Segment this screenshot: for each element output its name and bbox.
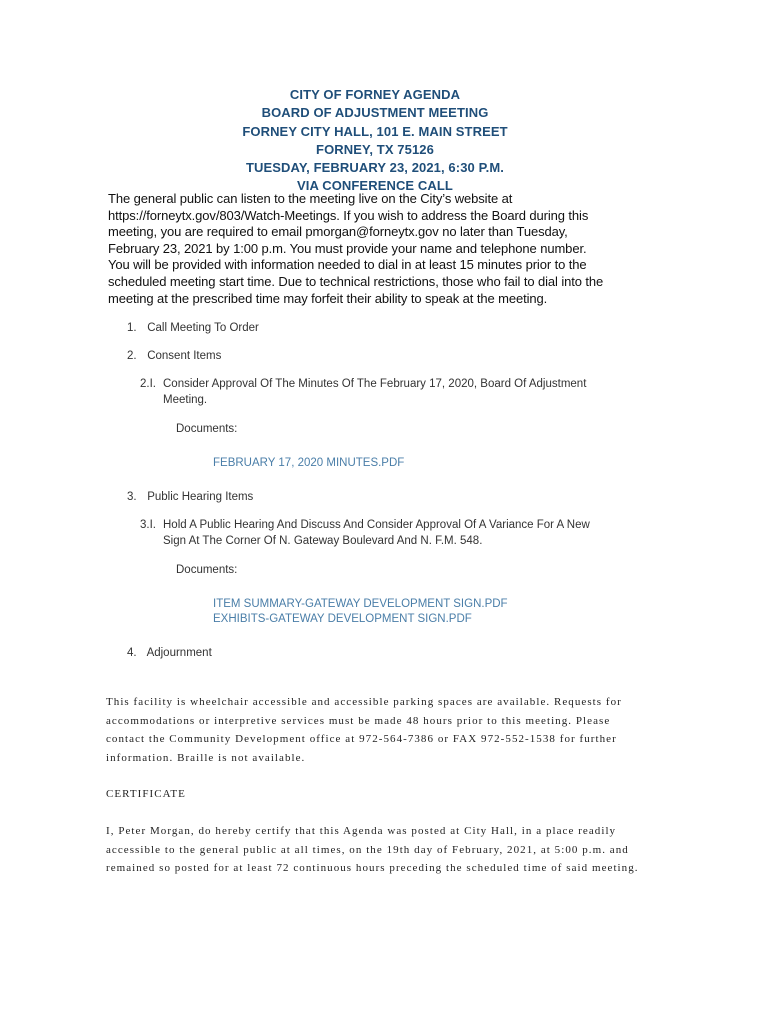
item-text: Public Hearing Items [147,491,254,503]
agenda-item-3 [127,490,253,506]
accessibility-notice [106,693,666,767]
document-link-item-summary[interactable]: ITEM SUMMARY-GATEWAY DEVELOPMENT SIGN.PDF [213,598,508,610]
intro-line: February 23, 2021 by 1:00 p.m. You must provide your name and telephone number. [108,240,587,256]
agenda-item-1 [127,321,259,337]
subitem-text [163,377,586,408]
subitem-text-line: Sign At The Corner Of N. Gateway Boulevard And N. F.M. 548. [163,534,483,547]
item-number: 3.I. [140,519,156,531]
certificate-title: CERTIFICATE [106,788,186,800]
heading-line: CITY OF FORNEY AGENDA [289,87,461,102]
certificate-line: accessible to the general public at all times, on the 19th day of February, 2021, at 5:00 p.m. and [106,843,629,856]
item-number: 4. [127,647,137,659]
certificate-text [106,822,666,878]
certificate-line: I, Peter Morgan, do hereby certify that this Agenda was posted at City Hall, in a place readily [106,825,617,837]
notice-line: This facility is wheelchair accessible and accessible parking spaces are available. Requests for [106,696,622,708]
agenda-item-4 [127,646,212,662]
intro-line: scheduled meeting start time. Due to technical restrictions, those who fail to dial into the [108,273,604,289]
heading-line: FORNEY, TX 75126 [316,141,434,157]
intro-line: You will be provided with information needed to dial in at least 15 minutes prior to the [108,257,587,273]
intro-paragraph [108,191,653,307]
item-text: Adjournment [146,647,212,659]
item-number: 2. [127,350,137,362]
subitem-text-line: Meeting. [163,393,208,406]
notice-line: information. Braille is not available. [106,751,306,764]
intro-line: meeting at the prescribed time may forfeit their ability to speak at the meeting. [108,290,548,306]
heading-line: FORNEY CITY HALL, 101 E. MAIN STREET [242,123,508,139]
subitem-text [163,518,590,549]
agenda-subitem-3-1 [140,518,156,534]
agenda-item-2 [127,349,221,365]
certificate-line: remained so posted for at least 72 continuous hours preceding the scheduled time of said meeting. [106,862,639,875]
agenda-subitem-2-1 [140,377,156,393]
document-link-exhibits[interactable]: EXHIBITS-GATEWAY DEVELOPMENT SIGN.PDF [213,613,472,625]
notice-line: accommodations or interpretive services must be made 48 hours prior to this meeting. Please [106,714,611,727]
intro-line: The general public can listen to the meeting live on the City’s website at [108,191,513,206]
subitem-text-line: Consider Approval Of The Minutes Of The February 17, 2020, Board Of Adjustment [163,378,587,390]
notice-line: contact the Community Development office at 972-564-7386 or FAX 972-552-1538 for further [106,733,617,746]
intro-line: meeting, you are required to email pmorgan@forneytx.gov no later than Tuesday, [108,224,568,240]
item-text: Call Meeting To Order [147,322,259,334]
document-link-minutes[interactable]: FEBRUARY 17, 2020 MINUTES.PDF [213,457,405,469]
heading-line: BOARD OF ADJUSTMENT MEETING [261,105,489,121]
intro-line: https://forneytx.gov/803/Watch-Meetings. If you wish to address the Board during this [108,207,589,223]
item-number: 2.I. [140,378,156,390]
item-number: 1. [127,322,137,334]
subitem-text-line: Hold A Public Hearing And Discuss And Consider Approval Of A Variance For A New [163,519,590,531]
agenda-heading [0,86,750,196]
heading-line: TUESDAY, FEBRUARY 23, 2021, 6:30 P.M. [245,160,505,176]
documents-label: Documents: [176,423,238,435]
heading-line: VIA CONFERENCE CALL [297,178,453,194]
item-number: 3. [127,491,137,503]
item-text: Consent Items [147,350,222,362]
documents-label: Documents: [176,564,238,576]
